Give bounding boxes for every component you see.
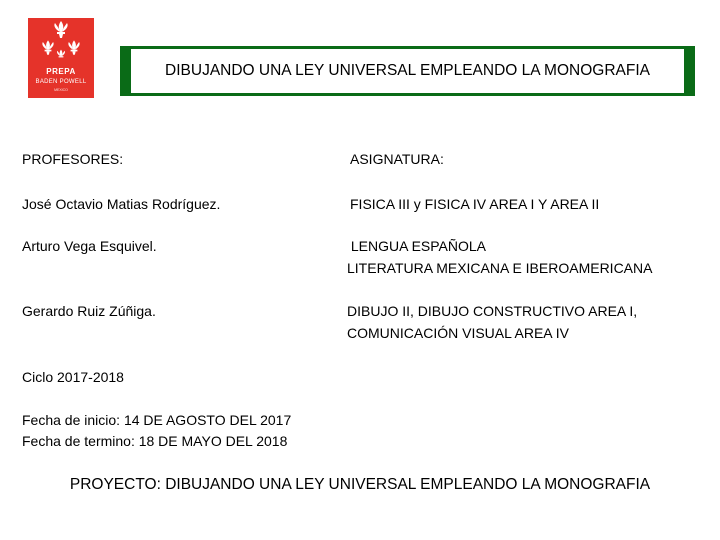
school-cycle: Ciclo 2017-2018 bbox=[22, 369, 124, 385]
professor-name: Gerardo Ruiz Zúñiga. bbox=[22, 303, 156, 319]
end-date: Fecha de termino: 18 DE MAYO DEL 2018 bbox=[22, 433, 288, 449]
fleur-de-lis-icon bbox=[28, 18, 94, 68]
professors-header: PROFESORES: bbox=[22, 151, 124, 167]
subject-line: LITERATURA MEXICANA E IBEROAMERICANA bbox=[347, 260, 653, 276]
subject-line: LENGUA ESPAÑOLA bbox=[347, 238, 487, 254]
title-banner bbox=[120, 46, 695, 96]
professor-name: José Octavio Matias Rodríguez. bbox=[22, 196, 221, 212]
subject-line: DIBUJO II, DIBUJO CONSTRUCTIVO AREA I, bbox=[347, 303, 638, 319]
school-logo bbox=[28, 18, 94, 98]
logo-title: PREPA bbox=[46, 67, 76, 76]
logo-tagline: MEXICO bbox=[54, 88, 68, 92]
subject-line: FISICA III y FISICA IV AREA I Y AREA II bbox=[350, 196, 600, 212]
banner-title: DIBUJANDO UNA LEY UNIVERSAL EMPLEANDO LA MONOGRAFIA bbox=[131, 49, 684, 93]
professor-name: Arturo Vega Esquivel. bbox=[22, 238, 157, 254]
subject-line: COMUNICACIÓN VISUAL AREA IV bbox=[347, 325, 569, 341]
subject-header: ASIGNATURA: bbox=[350, 151, 444, 167]
start-date: Fecha de inicio: 14 DE AGOSTO DEL 2017 bbox=[22, 412, 292, 428]
project-title: PROYECTO: DIBUJANDO UNA LEY UNIVERSAL EMPLEANDO LA MONOGRAFIA bbox=[69, 476, 651, 493]
logo-subtitle: BADEN POWELL bbox=[35, 79, 87, 85]
